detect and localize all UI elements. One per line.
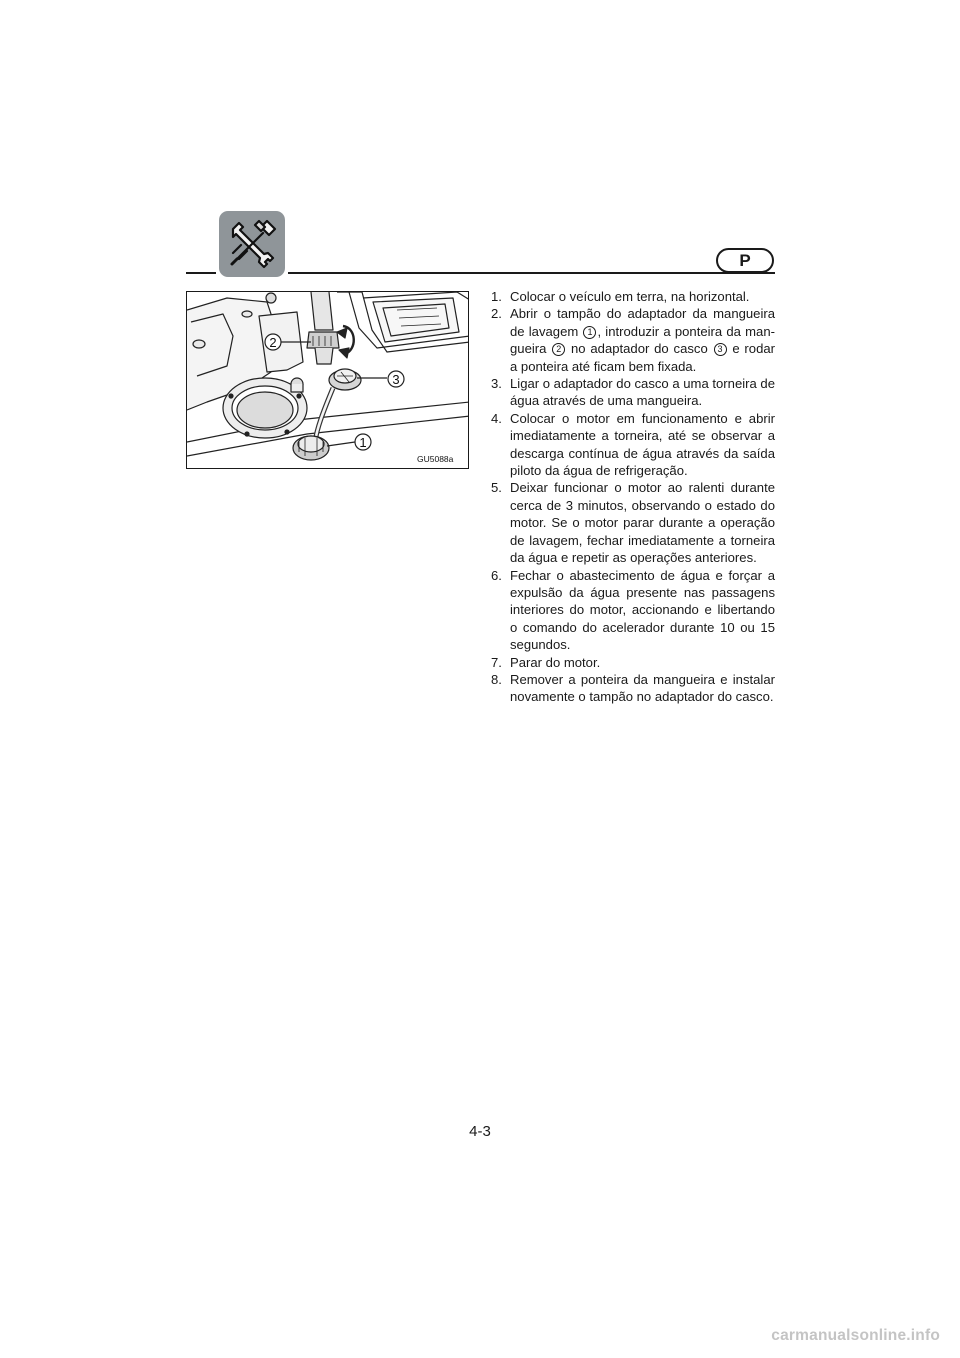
step-number: 5. <box>491 480 502 496</box>
step-item <box>491 375 775 410</box>
step-number: 6. <box>491 567 502 583</box>
step-number: 7. <box>491 654 502 670</box>
callout-ref: 3 <box>714 343 727 356</box>
step-text: no adaptador do casco <box>566 341 713 357</box>
step-text: Colocar o veículo em terra, na horizontal. <box>510 289 750 304</box>
step-text: Abrir o tampão do adaptador da mangueira de lavagem <box>510 306 775 339</box>
figure-code: GU5088a <box>417 454 454 464</box>
callout-1: 1 <box>359 435 367 450</box>
step-item <box>491 567 775 654</box>
step-text: Colocar o motor em funcionamento e abrir imediatamente a torneira, até se observar a descarga contínua de água através da saída piloto da água de refrigeração. <box>510 410 775 479</box>
hose-adapter-illustration <box>186 291 469 469</box>
step-number: 1. <box>491 289 502 304</box>
step-item <box>491 410 775 480</box>
header-rule-right <box>288 272 775 274</box>
step-item <box>491 305 775 375</box>
step-text: Fechar o abastecimento de água e forçar a expulsão da água presente nas passagens interiores do motor, accionando e libertando o comando do acelerador durante 10 ou 15 segundos. <box>510 567 775 653</box>
watermark: carmanualsonline.info <box>771 1327 940 1344</box>
step-number: 4. <box>491 410 502 426</box>
step-item <box>491 288 775 305</box>
step-number: 2. <box>491 306 502 322</box>
step-text: Ligar o adaptador do casco a uma torneira de água através de uma mangueira. <box>510 376 775 409</box>
language-badge: P <box>716 248 774 273</box>
step-item <box>491 671 775 706</box>
instruction-steps <box>491 288 775 706</box>
callout-2: 2 <box>269 335 277 350</box>
step-text: e rodar a ponteira até ficam bem fixada. <box>510 341 775 374</box>
step-number: 8. <box>491 671 502 687</box>
step-number: 3. <box>491 376 502 392</box>
step-text: Parar do motor. <box>510 654 601 670</box>
callout-3: 3 <box>392 372 400 387</box>
step-text: , introduzir a ponteira da mangueira <box>510 323 775 357</box>
callout-ref: 1 <box>583 326 596 339</box>
step-item <box>491 479 775 566</box>
step-text: Deixar funcionar o motor ao ralenti durante cerca de 3 minutos, observando o estado do motor. Se o motor parar durante a operação de lavagem, fechar imediatamente a torneira da água e repetir as operações anteriores. <box>510 480 775 566</box>
callout-ref: 2 <box>552 343 565 356</box>
step-item <box>491 654 775 671</box>
tools-icon <box>219 211 285 277</box>
page-number: 4-3 <box>469 1123 491 1140</box>
step-text: Remover a ponteira da mangueira e instalar novamente o tampão no adaptador do casco. <box>510 671 775 705</box>
header-rule-left <box>186 272 216 274</box>
